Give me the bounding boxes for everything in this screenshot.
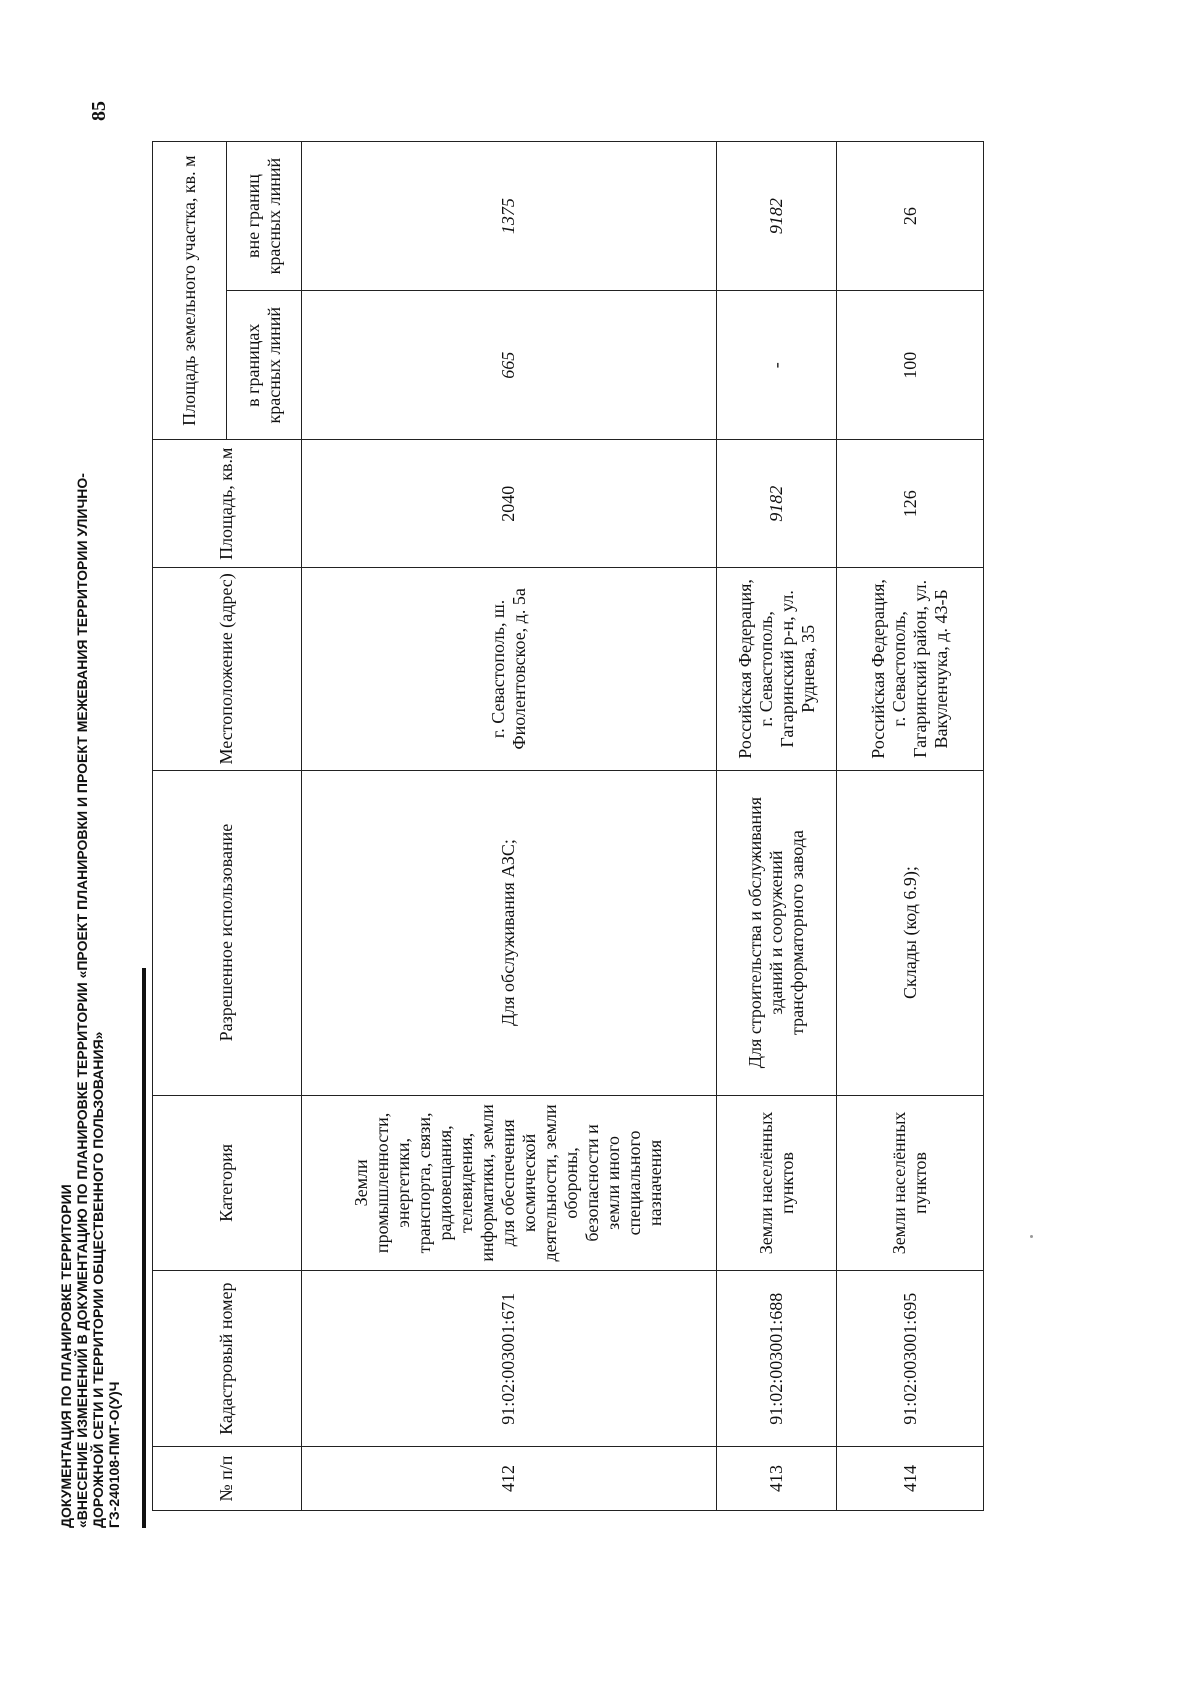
land-plots-table	[152, 141, 984, 1511]
cell-category: Земли населённых пунктов	[716, 1095, 837, 1271]
cell-outside: 26	[837, 142, 984, 291]
table-row	[301, 142, 716, 1511]
table-row	[837, 142, 984, 1511]
header-inside-red-lines: в границах красных линий	[227, 291, 301, 440]
page-number: 85	[88, 101, 110, 121]
cell-area: 126	[837, 440, 984, 568]
cell-outside: 1375	[301, 142, 716, 291]
cell-permitted-use: Для обслуживания АЗС;	[301, 770, 716, 1095]
cell-outside: 9182	[716, 142, 837, 291]
cell-inside: 100	[837, 291, 984, 440]
table-row	[716, 142, 837, 1511]
header-outside-red-lines: вне границ красных линий	[227, 142, 301, 291]
header-category: Категория	[153, 1095, 302, 1271]
header-location: Местоположение (адрес)	[153, 568, 302, 770]
header-line: ГЗ-240108-ПМТ-О(У)Ч	[106, 1381, 122, 1528]
cell-permitted-use: Склады (код 6.9);	[837, 770, 984, 1095]
header-plot-area: Площадь земельного участка, кв. м	[153, 142, 227, 440]
cell-area: 9182	[716, 440, 837, 568]
cell-location: Российская Федерация, г. Севастополь, Гагаринский р-н, ул. Руднева, 35	[716, 568, 837, 770]
cell-num: 412	[301, 1447, 716, 1511]
cell-category: Земли населённых пунктов	[837, 1095, 984, 1271]
cell-num: 414	[837, 1447, 984, 1511]
header-permitted-use: Разрешенное использование	[153, 770, 302, 1095]
cell-cadastral: 91:02:003001:671	[301, 1271, 716, 1447]
header-line: ДОРОЖНОЙ СЕТИ И ТЕРРИТОРИИ ОБЩЕСТВЕННОГО ПОЛЬЗОВАНИЯ»	[90, 1031, 106, 1528]
cell-area: 2040	[301, 440, 716, 568]
header-line: ДОКУМЕНТАЦИЯ ПО ПЛАНИРОВКЕ ТЕРРИТОРИИ	[58, 1184, 74, 1528]
scan-speck	[1030, 1235, 1033, 1238]
cell-location: г. Севастополь, ш. Фиолентовское, д. 5а	[301, 568, 716, 770]
header-divider	[142, 968, 146, 1528]
cell-inside: 665	[301, 291, 716, 440]
cell-num: 413	[716, 1447, 837, 1511]
cell-cadastral: 91:02:003001:695	[837, 1271, 984, 1447]
header-cadastral: Кадастровый номер	[153, 1271, 302, 1447]
cell-category: Земли промышленности, энергетики, транспорта, связи, радиовещания, телевидения, информатики, земли для обеспечения космической деятельности, земли обороны, безопасности и земли иного специального назначения	[301, 1095, 716, 1271]
cell-inside: -	[716, 291, 837, 440]
header-area: Площадь, кв.м	[153, 440, 302, 568]
header-line: «ВНЕСЕНИЕ ИЗМЕНЕНИЙ В ДОКУМЕНТАЦИЮ ПО ПЛАНИРОВКЕ ТЕРРИТОРИИ «ПРОЕКТ ПЛАНИРОВКИ И ПРОЕКТ МЕЖЕВАНИЯ ТЕРРИТОРИИ УЛИЧНО-	[74, 473, 90, 1528]
cell-location: Российская Федерация, г. Севастополь, Гагаринский район, ул. Вакуленчука, д. 43-Б	[837, 568, 984, 770]
document-header	[58, 228, 122, 1528]
header-num: № п/п	[153, 1447, 302, 1511]
cell-cadastral: 91:02:003001:688	[716, 1271, 837, 1447]
cell-permitted-use: Для строительства и обслуживания зданий и сооружений трансформаторного завода	[716, 770, 837, 1095]
